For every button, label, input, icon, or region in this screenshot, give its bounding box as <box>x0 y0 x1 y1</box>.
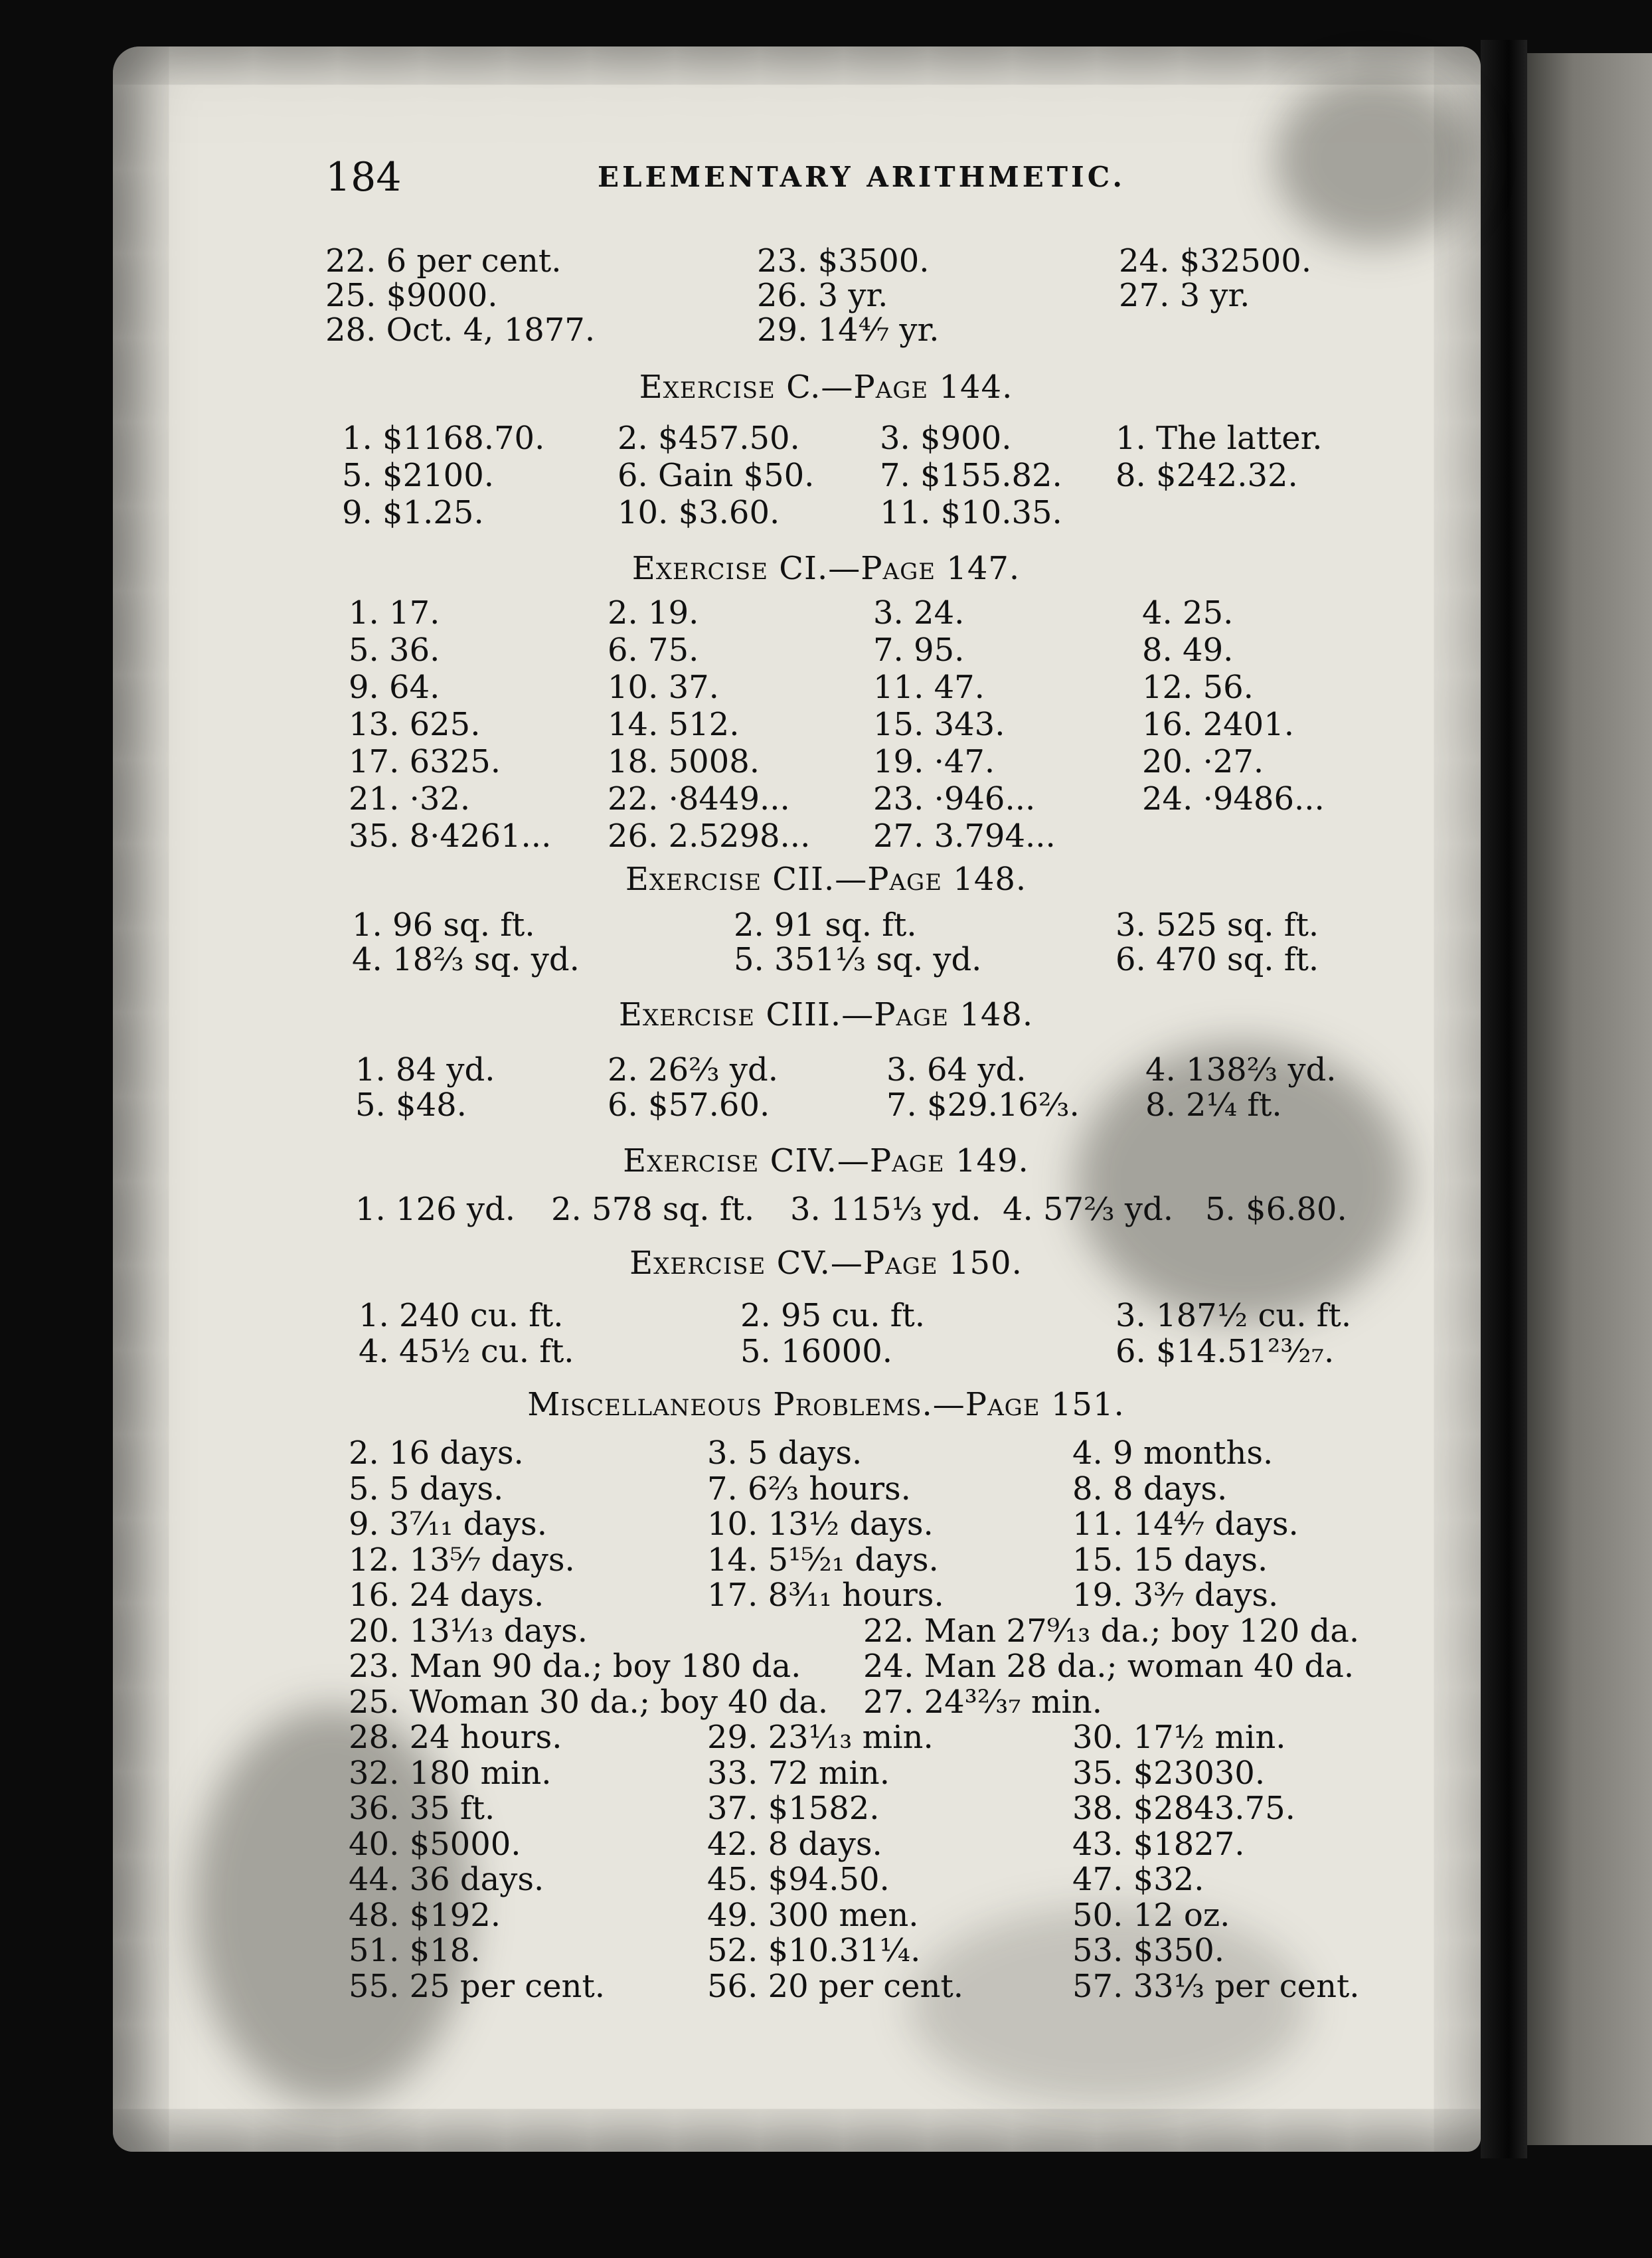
answer-entry: 7. 95. <box>873 632 965 669</box>
answer-entry: 24. $32500. <box>1119 242 1312 280</box>
answer-entry: 27. 24³²⁄₃₇ min. <box>863 1683 1102 1721</box>
answer-entry: 4. 25. <box>1142 594 1234 632</box>
answer-entry: 3. 525 sq. ft. <box>1115 907 1319 944</box>
answer-entry: 8. 49. <box>1142 632 1234 669</box>
answer-entry: 5. $2100. <box>342 457 495 494</box>
answer-entry: 16. 24 days. <box>349 1577 544 1614</box>
answer-entry: 4. 9 months. <box>1072 1434 1274 1472</box>
answer-row <box>0 1470 1652 1508</box>
answer-entry: 36. 35 ft. <box>349 1790 495 1827</box>
answer-row <box>0 1932 1652 1969</box>
answer-entry: 8. 8 days. <box>1072 1470 1228 1508</box>
answer-entry: 6. 470 sq. ft. <box>1115 941 1319 978</box>
answer-entry: 1. 126 yd. <box>355 1191 516 1228</box>
answer-entry: 9. $1.25. <box>342 494 484 531</box>
answer-entry: 23. ·946... <box>873 780 1036 818</box>
answer-entry: 49. 300 men. <box>707 1896 919 1934</box>
answer-entry: 8. $242.32. <box>1115 457 1298 494</box>
answer-row <box>0 743 1652 780</box>
answer-entry: 2. 26⅔ yd. <box>608 1051 779 1088</box>
answer-entry: 32. 180 min. <box>349 1754 552 1792</box>
answer-entry: 33. 72 min. <box>707 1754 890 1792</box>
answer-entry: 5. 16000. <box>740 1333 893 1370</box>
answer-entry: 3. $900. <box>880 420 1012 457</box>
answer-row <box>0 1086 1652 1124</box>
answer-entry: 22. ·8449... <box>608 780 790 818</box>
section-heading: Exercise CIII.—Page 148. <box>618 996 1034 1033</box>
answer-entry: 16. 2401. <box>1142 706 1295 743</box>
answer-row <box>0 669 1652 706</box>
answer-entry: 37. $1582. <box>707 1790 880 1827</box>
answer-row <box>0 457 1652 494</box>
running-title: ELEMENTARY ARITHMETIC. <box>598 161 1126 193</box>
answer-entry: 50. 12 oz. <box>1072 1896 1230 1934</box>
section-heading: Miscellaneous Problems.—Page 151. <box>527 1386 1125 1423</box>
answer-entry: 2. 91 sq. ft. <box>734 907 917 944</box>
answer-row <box>0 494 1652 531</box>
answer-entry: 45. $94.50. <box>707 1861 890 1898</box>
answer-entry: 27. 3.794... <box>873 818 1056 855</box>
answer-entry: 4. 18⅔ sq. yd. <box>352 941 580 978</box>
answer-entry: 7. 6⅔ hours. <box>707 1470 911 1508</box>
answer-entry: 3. 187½ cu. ft. <box>1115 1297 1352 1334</box>
answer-entry: 5. $48. <box>355 1086 467 1124</box>
answer-row <box>0 1506 1652 1543</box>
page-header <box>0 154 1652 201</box>
answer-entry: 35. $23030. <box>1072 1754 1266 1792</box>
answer-row <box>0 1577 1652 1614</box>
answer-entry: 2. 578 sq. ft. <box>551 1191 755 1228</box>
section-heading: Exercise CII.—Page 148. <box>625 861 1027 898</box>
answer-row <box>0 706 1652 743</box>
answer-row <box>0 1861 1652 1898</box>
answer-entry: 5. 351⅓ sq. yd. <box>734 941 982 978</box>
answer-entry: 5. 5 days. <box>349 1470 504 1508</box>
answer-entry: 6. $14.51²³⁄₂₇. <box>1115 1333 1335 1370</box>
answer-row <box>0 1434 1652 1472</box>
answer-entry: 3. 24. <box>873 594 965 632</box>
answer-entry: 22. Man 27⁹⁄₁₃ da.; boy 120 da. <box>863 1612 1360 1650</box>
answer-entry: 17. 8³⁄₁₁ hours. <box>707 1577 944 1614</box>
answer-row <box>0 1719 1652 1756</box>
answer-entry: 6. Gain $50. <box>618 457 815 494</box>
answer-row <box>0 1648 1652 1685</box>
answer-entry: 2. 95 cu. ft. <box>740 1297 926 1334</box>
answer-entry: 4. 57⅔ yd. <box>1003 1191 1174 1228</box>
answer-row <box>0 1541 1652 1579</box>
answer-entry: 26. 3 yr. <box>757 277 888 314</box>
answer-entry: 12. 56. <box>1142 669 1254 706</box>
answer-entry: 52. $10.31¼. <box>707 1932 921 1969</box>
answer-entry: 11. 14⁴⁄₇ days. <box>1072 1506 1299 1543</box>
answer-entry: 7. $155.82. <box>880 457 1062 494</box>
answer-entry: 19. 3³⁄₇ days. <box>1072 1577 1279 1614</box>
answer-entry: 9. 64. <box>349 669 440 706</box>
answer-entry: 10. 37. <box>608 669 719 706</box>
answer-row <box>0 941 1652 978</box>
answer-entry: 47. $32. <box>1072 1861 1204 1898</box>
answer-entry: 23. $3500. <box>757 242 930 280</box>
answer-entry: 1. $1168.70. <box>342 420 545 457</box>
answer-entry: 9. 3⁷⁄₁₁ days. <box>349 1506 547 1543</box>
answer-row <box>0 594 1652 632</box>
answer-entry: 20. ·27. <box>1142 743 1264 780</box>
answer-entry: 30. 17½ min. <box>1072 1719 1286 1756</box>
answer-row <box>0 1333 1652 1370</box>
answer-entry: 42. 8 days. <box>707 1825 882 1863</box>
section-heading: Exercise CI.—Page 147. <box>631 550 1021 587</box>
answer-entry: 10. $3.60. <box>618 494 780 531</box>
answer-entry: 1. The latter. <box>1115 420 1323 457</box>
answer-entry: 26. 2.5298... <box>608 818 811 855</box>
answer-row <box>0 1755 1652 1792</box>
section-heading: Exercise CIV.—Page 149. <box>623 1142 1029 1179</box>
answer-entry: 17. 6325. <box>349 743 501 780</box>
answer-entry: 6. 75. <box>608 632 699 669</box>
answer-entry: 24. Man 28 da.; woman 40 da. <box>863 1648 1355 1685</box>
answer-entry: 28. 24 hours. <box>349 1719 562 1756</box>
answer-row <box>0 242 1652 280</box>
answer-entry: 23. Man 90 da.; boy 180 da. <box>349 1648 801 1685</box>
answer-entry: 43. $1827. <box>1072 1825 1245 1863</box>
answer-row <box>0 632 1652 669</box>
answer-entry: 1. 17. <box>349 594 440 632</box>
answer-entry: 14. 5¹⁵⁄₂₁ days. <box>707 1541 939 1579</box>
answer-entry: 15. 15 days. <box>1072 1541 1268 1579</box>
answer-entry: 12. 13⁵⁄₇ days. <box>349 1541 575 1579</box>
answer-entry: 14. 512. <box>608 706 740 743</box>
answer-row <box>0 1297 1652 1334</box>
section-heading: Exercise C.—Page 144. <box>639 369 1013 406</box>
answer-row <box>0 311 1652 349</box>
answer-entry: 40. $5000. <box>349 1825 521 1863</box>
answer-entry: 8. 2¼ ft. <box>1145 1086 1282 1124</box>
answer-entry: 38. $2843.75. <box>1072 1790 1295 1827</box>
answer-entry: 44. 36 days. <box>349 1861 544 1898</box>
answer-entry: 22. 6 per cent. <box>325 242 562 280</box>
answer-row <box>0 420 1652 457</box>
answer-entry: 5. $6.80. <box>1205 1191 1347 1228</box>
answer-entry: 10. 13½ days. <box>707 1506 934 1543</box>
answer-row <box>0 277 1652 314</box>
section-heading: Exercise CV.—Page 150. <box>629 1245 1023 1282</box>
answer-entry: 53. $350. <box>1072 1932 1225 1969</box>
answer-entry: 27. 3 yr. <box>1119 277 1250 314</box>
answer-entry: 6. $57.60. <box>608 1086 770 1124</box>
answer-row <box>0 1051 1652 1088</box>
answer-entry: 1. 84 yd. <box>355 1051 495 1088</box>
answer-entry: 4. 45½ cu. ft. <box>359 1333 574 1370</box>
answer-entry: 7. $29.16⅔. <box>886 1086 1080 1124</box>
answer-row <box>0 1612 1652 1650</box>
answer-entry: 51. $18. <box>349 1932 481 1969</box>
answer-entry: 25. Woman 30 da.; boy 40 da. <box>349 1683 829 1721</box>
answer-entry: 5. 36. <box>349 632 440 669</box>
answer-row <box>0 1826 1652 1863</box>
answer-entry: 19. ·47. <box>873 743 995 780</box>
answer-entry: 35. 8·4261... <box>349 818 552 855</box>
answer-entry: 57. 33⅓ per cent. <box>1072 1967 1360 2005</box>
answer-entry: 2. $457.50. <box>618 420 800 457</box>
answer-entry: 21. ·32. <box>349 780 471 818</box>
answer-entry: 4. 138⅔ yd. <box>1145 1051 1337 1088</box>
answer-entry: 29. 14⁴⁄₇ yr. <box>757 311 940 349</box>
answer-entry: 3. 64 yd. <box>886 1051 1027 1088</box>
answer-entry: 3. 5 days. <box>707 1434 863 1472</box>
answer-row <box>0 1968 1652 2005</box>
answer-entry: 2. 19. <box>608 594 699 632</box>
answer-entry: 29. 23¹⁄₁₃ min. <box>707 1719 934 1756</box>
answer-entry: 18. 5008. <box>608 743 760 780</box>
answer-entry: 13. 625. <box>349 706 481 743</box>
answer-row <box>0 907 1652 944</box>
answer-entry: 2. 16 days. <box>349 1434 524 1472</box>
answer-row <box>0 818 1652 855</box>
answer-entry: 48. $192. <box>349 1896 501 1934</box>
answer-entry: 11. 47. <box>873 669 985 706</box>
answer-entry: 25. $9000. <box>325 277 498 314</box>
answer-entry: 3. 115⅓ yd. <box>790 1191 981 1228</box>
answer-entry: 1. 240 cu. ft. <box>359 1297 564 1334</box>
answer-entry: 1. 96 sq. ft. <box>352 907 535 944</box>
answer-row <box>0 780 1652 818</box>
answer-entry: 28. Oct. 4, 1877. <box>325 311 596 349</box>
answer-row <box>0 1684 1652 1721</box>
page-number: 184 <box>325 154 402 201</box>
answer-row <box>0 1790 1652 1827</box>
answer-entry: 11. $10.35. <box>880 494 1062 531</box>
answer-entry: 15. 343. <box>873 706 1005 743</box>
answer-row <box>0 1897 1652 1934</box>
answer-entry: 24. ·9486... <box>1142 780 1325 818</box>
answer-entry: 56. 20 per cent. <box>707 1967 964 2005</box>
answer-row <box>0 1191 1652 1228</box>
answer-entry: 55. 25 per cent. <box>349 1967 606 2005</box>
answer-entry: 20. 13¹⁄₁₃ days. <box>349 1612 588 1650</box>
